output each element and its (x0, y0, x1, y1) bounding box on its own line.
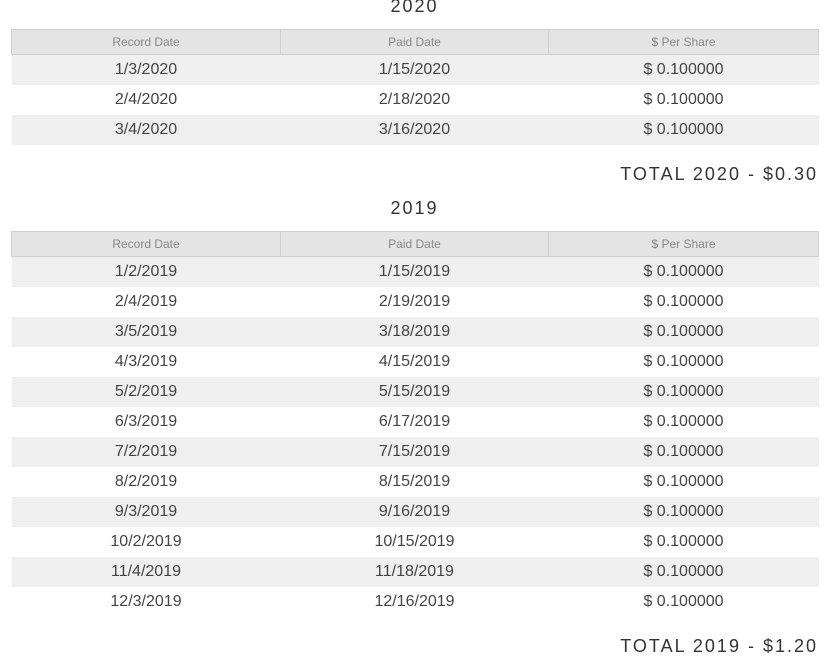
year-heading-2019: 2019 (390, 198, 439, 218)
table-row (12, 287, 819, 317)
per-share-cell: $ 0.100000 (549, 317, 819, 347)
per-share-cell: $ 0.100000 (549, 377, 819, 407)
table-row (12, 55, 819, 86)
record-date-cell: 9/3/2019 (12, 497, 281, 527)
table-row (12, 257, 819, 288)
dividend-table-2019 (11, 231, 819, 617)
paid-date-cell: 2/19/2019 (281, 287, 549, 317)
dividend-table-2020 (11, 29, 819, 145)
per-share-cell: $ 0.100000 (549, 497, 819, 527)
record-date-cell: 5/2/2019 (12, 377, 281, 407)
column-header-paid-date: Paid Date (281, 232, 549, 257)
per-share-cell: $ 0.100000 (549, 55, 819, 86)
table-row (12, 347, 819, 377)
per-share-cell: $ 0.100000 (549, 257, 819, 288)
paid-date-cell: 9/16/2019 (281, 497, 549, 527)
total-2019: TOTAL 2019 - $1.20 (620, 636, 818, 656)
per-share-cell: $ 0.100000 (549, 437, 819, 467)
paid-date-cell: 8/15/2019 (281, 467, 549, 497)
paid-date-cell: 11/18/2019 (281, 557, 549, 587)
column-header-per-share: $ Per Share (549, 232, 819, 257)
table-row (12, 587, 819, 617)
per-share-cell: $ 0.100000 (549, 347, 819, 377)
paid-date-cell: 4/15/2019 (281, 347, 549, 377)
paid-date-cell: 3/18/2019 (281, 317, 549, 347)
per-share-cell: $ 0.100000 (549, 557, 819, 587)
record-date-cell: 11/4/2019 (12, 557, 281, 587)
column-header-record-date: Record Date (12, 232, 281, 257)
column-header-paid-date: Paid Date (281, 30, 549, 55)
record-date-cell: 7/2/2019 (12, 437, 281, 467)
paid-date-cell: 2/18/2020 (281, 85, 549, 115)
paid-date-cell: 1/15/2020 (281, 55, 549, 86)
table-row (12, 467, 819, 497)
year-heading-2020: 2020 (390, 0, 439, 16)
per-share-cell: $ 0.100000 (549, 407, 819, 437)
table-row (12, 377, 819, 407)
column-header-record-date: Record Date (12, 30, 281, 55)
record-date-cell: 2/4/2019 (12, 287, 281, 317)
per-share-cell: $ 0.100000 (549, 467, 819, 497)
table-row (12, 85, 819, 115)
record-date-cell: 6/3/2019 (12, 407, 281, 437)
record-date-cell: 3/5/2019 (12, 317, 281, 347)
paid-date-cell: 6/17/2019 (281, 407, 549, 437)
per-share-cell: $ 0.100000 (549, 115, 819, 145)
per-share-cell: $ 0.100000 (549, 527, 819, 557)
per-share-cell: $ 0.100000 (549, 587, 819, 617)
table-header-row (12, 232, 819, 257)
paid-date-cell: 10/15/2019 (281, 527, 549, 557)
table-row (12, 557, 819, 587)
per-share-cell: $ 0.100000 (549, 287, 819, 317)
paid-date-cell: 7/15/2019 (281, 437, 549, 467)
table-row (12, 437, 819, 467)
table-row (12, 317, 819, 347)
record-date-cell: 10/2/2019 (12, 527, 281, 557)
record-date-cell: 12/3/2019 (12, 587, 281, 617)
table-row (12, 497, 819, 527)
record-date-cell: 1/2/2019 (12, 257, 281, 288)
record-date-cell: 8/2/2019 (12, 467, 281, 497)
paid-date-cell: 3/16/2020 (281, 115, 549, 145)
total-2020: TOTAL 2020 - $0.30 (620, 164, 818, 184)
table-row (12, 527, 819, 557)
record-date-cell: 3/4/2020 (12, 115, 281, 145)
record-date-cell: 4/3/2019 (12, 347, 281, 377)
record-date-cell: 1/3/2020 (12, 55, 281, 86)
table-row (12, 407, 819, 437)
column-header-per-share: $ Per Share (549, 30, 819, 55)
record-date-cell: 2/4/2020 (12, 85, 281, 115)
per-share-cell: $ 0.100000 (549, 85, 819, 115)
paid-date-cell: 1/15/2019 (281, 257, 549, 288)
table-header-row (12, 30, 819, 55)
table-row (12, 115, 819, 145)
paid-date-cell: 5/15/2019 (281, 377, 549, 407)
paid-date-cell: 12/16/2019 (281, 587, 549, 617)
